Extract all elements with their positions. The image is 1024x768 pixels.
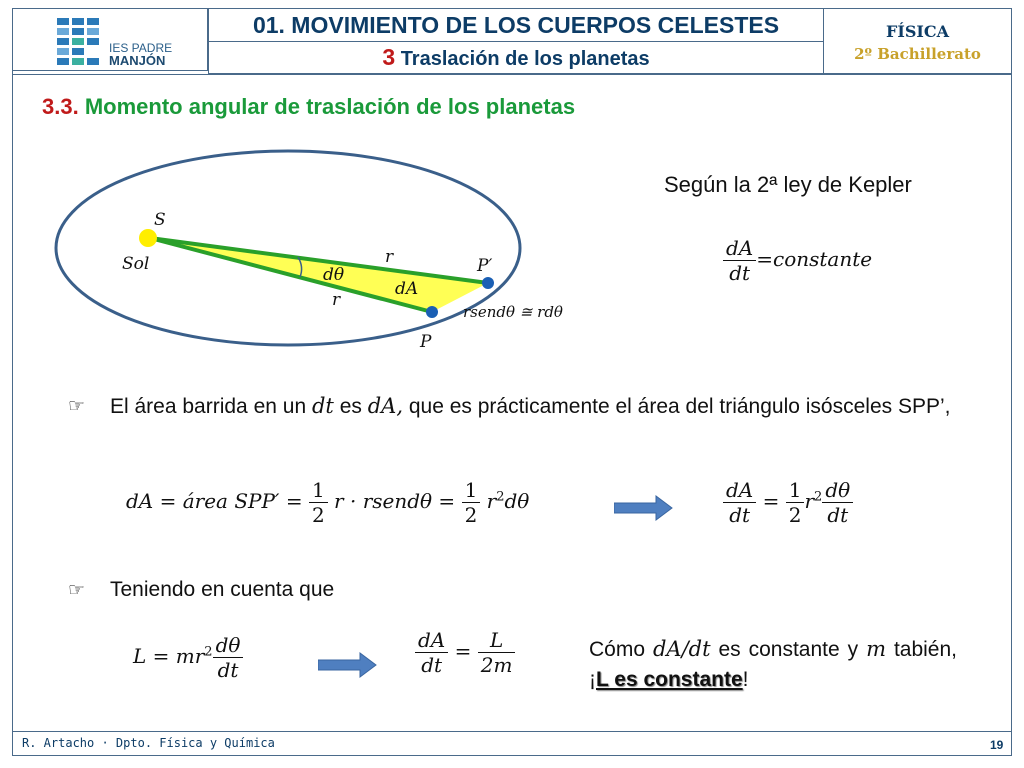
sun-icon xyxy=(139,229,157,247)
subtitle-text: Traslación de los planetas xyxy=(400,48,650,70)
eq1-term1: r · rsendθ = xyxy=(327,489,462,513)
eq1-one-a: 1 xyxy=(311,478,325,502)
note-strong: L es constante xyxy=(596,668,743,691)
equation-rate-l xyxy=(415,628,515,677)
label-p: P xyxy=(420,332,432,352)
label-da: dA xyxy=(395,279,419,299)
eq2-two: 2 xyxy=(786,502,805,527)
kepler-num: dA xyxy=(726,236,754,260)
logo-text-2: MANJÓN xyxy=(109,53,166,68)
subtitle-number: 3 xyxy=(382,44,396,70)
kepler-fraction xyxy=(723,236,756,285)
subtitle xyxy=(208,42,824,74)
bullet-text-2: Teniendo en cuenta que xyxy=(110,578,335,601)
bullet-text-1 xyxy=(110,391,970,422)
note-part1: Cómo xyxy=(589,638,653,661)
equation-rate xyxy=(723,478,853,527)
eq4-den: dt xyxy=(415,652,448,677)
eq3-den: dt xyxy=(213,657,244,682)
eq4-lhs-fraction xyxy=(415,628,448,677)
footer-author: R. Artacho · Dpto. Física y Química xyxy=(22,736,275,750)
footer-divider xyxy=(13,731,1012,732)
label-r-bottom: r xyxy=(332,290,341,310)
pointing-hand-icon: ☞ xyxy=(68,395,86,417)
note-part4: ! xyxy=(742,668,749,691)
label-arc-length: rsendθ ≅ rdθ xyxy=(463,303,563,321)
eq4-eq: = xyxy=(448,639,478,663)
bullet1-dt: dt xyxy=(311,394,334,418)
right-arrow-icon xyxy=(614,495,674,521)
eq2-lhs-fraction xyxy=(723,478,756,527)
eq1-sup2: 2 xyxy=(496,489,505,505)
kepler-text: Según la 2ª ley de Kepler xyxy=(664,172,912,197)
note-part3: tabién, ¡ xyxy=(589,638,957,691)
eq3-num: dθ xyxy=(215,633,241,657)
orbit-diagram xyxy=(40,145,640,355)
eq1-area: área SPP′ xyxy=(182,489,280,513)
logo-text-1: IES PADRE xyxy=(109,41,173,55)
section-number: 3.3. xyxy=(42,94,79,119)
kepler-equation xyxy=(723,236,872,285)
note-dadt: dA/dt xyxy=(652,637,711,661)
kepler-den: dt xyxy=(723,260,756,285)
planet-p-icon xyxy=(426,306,438,318)
eq1-eq: = xyxy=(279,489,309,513)
conclusion-note xyxy=(589,634,957,695)
bullet1-part2: es xyxy=(333,395,368,418)
eq1-lhs: dA = xyxy=(126,489,183,513)
eq1-term2: r xyxy=(480,489,497,513)
planet-pprime-icon xyxy=(482,277,494,289)
course-label: 2º Bachillerato xyxy=(854,45,981,63)
label-dtheta: dθ xyxy=(323,265,345,285)
eq4-rhs-fraction xyxy=(478,628,516,677)
eq1-two-a: 2 xyxy=(309,502,328,527)
kepler-rhs: =constante xyxy=(756,247,873,271)
eq2-half xyxy=(786,478,805,527)
label-r-top: r xyxy=(385,247,394,267)
eq2-r: r xyxy=(804,489,815,513)
label-sol: Sol xyxy=(122,254,150,274)
note-part2: es constante y xyxy=(710,638,867,661)
equation-area xyxy=(126,478,529,527)
pointing-hand-icon-2: ☞ xyxy=(68,579,86,601)
eq1-two-b: 2 xyxy=(462,502,481,527)
note-m: m xyxy=(866,637,886,661)
eq3-fraction xyxy=(213,633,244,682)
bullet1-da: dA, xyxy=(367,394,404,418)
eq1-one-b: 1 xyxy=(464,478,478,502)
section-title-text: Momento angular de traslación de los planetas xyxy=(84,94,576,119)
right-arrow-icon-2 xyxy=(318,652,378,678)
header-divider xyxy=(13,74,1012,75)
eq4-num: dA xyxy=(418,628,446,652)
eq2-eq: = xyxy=(756,489,786,513)
eq4-rnum: L xyxy=(489,628,504,652)
course-box xyxy=(824,8,1012,74)
eq1-term3: dθ xyxy=(504,489,530,513)
equation-angular-momentum xyxy=(133,633,243,682)
eq2-den: dt xyxy=(723,502,756,527)
label-s: S xyxy=(154,210,166,230)
eq2-dden: dt xyxy=(822,502,853,527)
orbit-ellipse xyxy=(56,151,520,345)
subject-label: FÍSICA xyxy=(885,22,950,41)
page-number: 19 xyxy=(990,738,1004,752)
eq2-num: dA xyxy=(726,478,754,502)
school-logo xyxy=(13,9,208,71)
unit-title: 01. MOVIMIENTO DE LOS CUERPOS CELESTES xyxy=(208,8,824,42)
eq1-half-2 xyxy=(462,478,481,527)
eq3-lhs: L = mr xyxy=(133,644,205,668)
label-pprime: P′ xyxy=(477,256,493,276)
eq1-half-1 xyxy=(309,478,328,527)
bullet1-part1: El área barrida en un xyxy=(110,395,312,418)
section-title xyxy=(42,94,575,120)
bullet-area-swept xyxy=(68,391,968,453)
eq3-sup2: 2 xyxy=(204,644,213,660)
eq4-rden: 2m xyxy=(478,652,516,677)
bullet1-part3: que es prácticamente el área del triángulo isósceles SPP’, xyxy=(403,395,951,418)
eq2-dtheta-fraction xyxy=(822,478,853,527)
eq2-dnum: dθ xyxy=(825,478,851,502)
eq2-sup2: 2 xyxy=(814,489,823,505)
bullet-considering xyxy=(68,575,668,605)
eq2-one: 1 xyxy=(788,478,802,502)
